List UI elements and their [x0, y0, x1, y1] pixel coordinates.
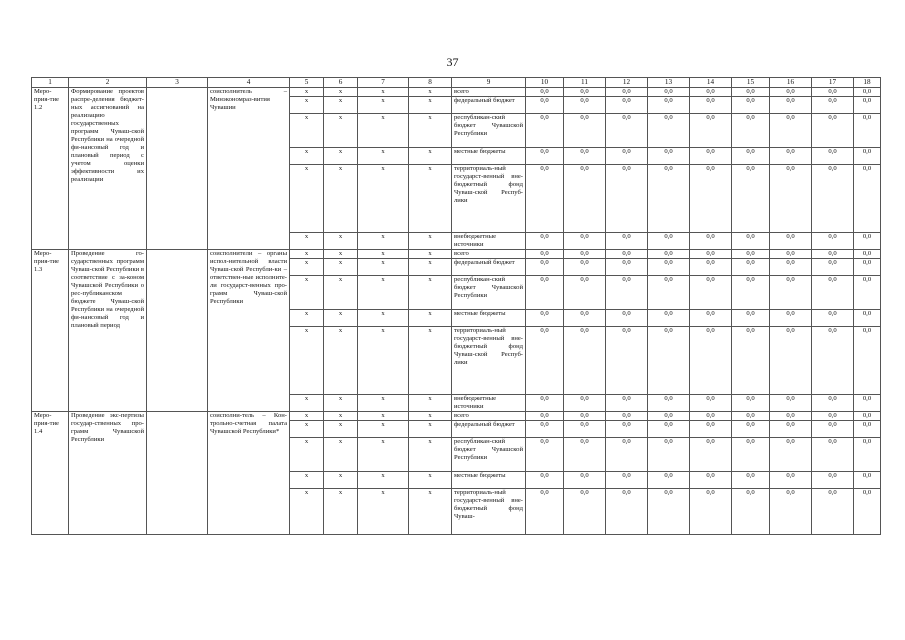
value-cell: 0,0 [854, 327, 881, 395]
header-cell: 11 [564, 78, 606, 88]
value-cell: 0,0 [812, 88, 854, 97]
value-cell: 0,0 [564, 489, 606, 535]
funding-source: федеральный бюджет [452, 259, 526, 276]
value-cell: 0,0 [606, 114, 648, 148]
value-cell: 0,0 [854, 250, 881, 259]
value-cell: 0,0 [770, 276, 812, 310]
value-cell: 0,0 [732, 327, 770, 395]
value-cell: 0,0 [770, 327, 812, 395]
x-mark: x [324, 412, 358, 421]
value-cell: 0,0 [606, 489, 648, 535]
value-cell: 0,0 [732, 438, 770, 472]
value-cell: 0,0 [690, 165, 732, 233]
header-cell: 17 [812, 78, 854, 88]
value-cell: 0,0 [690, 438, 732, 472]
x-mark: x [409, 438, 452, 472]
value-cell: 0,0 [770, 148, 812, 165]
value-cell: 0,0 [770, 165, 812, 233]
x-mark: x [324, 88, 358, 97]
x-mark: x [290, 276, 324, 310]
value-cell: 0,0 [770, 395, 812, 412]
value-cell: 0,0 [854, 88, 881, 97]
x-mark: x [324, 97, 358, 114]
value-cell: 0,0 [770, 421, 812, 438]
activity-name: Проведение го-сударственных программ Чуваш-ской Республики в соответствие с за-коном Чувашской Республики о рес-публиканском бюджете Чуваш-ской Республики на очередной фи-нансовый год и плановый период [69, 250, 147, 412]
value-cell: 0,0 [732, 472, 770, 489]
x-mark: x [324, 114, 358, 148]
value-cell: 0,0 [812, 489, 854, 535]
header-cell: 1 [32, 78, 69, 88]
value-cell: 0,0 [648, 327, 690, 395]
activity-name: Проведение экс-пертизы государ-ственных про-грамм Чувашской Республики [69, 412, 147, 535]
funding-source: территориаль-ный государст-венный вне-бюджетный фонд Чуваш-ской Респуб-лики [452, 327, 526, 395]
x-mark: x [358, 148, 409, 165]
x-mark: x [324, 165, 358, 233]
value-cell: 0,0 [690, 412, 732, 421]
value-cell: 0,0 [690, 327, 732, 395]
value-cell: 0,0 [564, 438, 606, 472]
x-mark: x [324, 438, 358, 472]
value-cell: 0,0 [526, 259, 564, 276]
value-cell: 0,0 [854, 233, 881, 250]
x-mark: x [409, 97, 452, 114]
x-mark: x [409, 148, 452, 165]
value-cell: 0,0 [854, 412, 881, 421]
value-cell: 0,0 [526, 88, 564, 97]
value-cell: 0,0 [732, 88, 770, 97]
activity-code: Меро-прия-тие 1.2 [32, 88, 69, 250]
x-mark: x [290, 472, 324, 489]
value-cell: 0,0 [690, 148, 732, 165]
activity-name: Формирование проектов распре-деления бюджет-ных ассигнований на реализацию государственных программ Чуваш-ской Республики на очередной фи-нансовый год и плановый период с учетом оценки эффективности их реализации [69, 88, 147, 250]
value-cell: 0,0 [812, 148, 854, 165]
header-cell: 3 [147, 78, 208, 88]
value-cell: 0,0 [564, 97, 606, 114]
x-mark: x [290, 412, 324, 421]
x-mark: x [409, 250, 452, 259]
value-cell: 0,0 [564, 327, 606, 395]
x-mark: x [358, 233, 409, 250]
activity-executor: соисполни-тель – Кон-трольно-счетная палата Чувашской Республики* [208, 412, 290, 535]
value-cell: 0,0 [606, 327, 648, 395]
funding-source: всего [452, 412, 526, 421]
value-cell: 0,0 [732, 97, 770, 114]
value-cell: 0,0 [770, 412, 812, 421]
x-mark: x [358, 97, 409, 114]
x-mark: x [324, 472, 358, 489]
value-cell: 0,0 [648, 438, 690, 472]
funding-source: территориаль-ный государст-венный вне-бюджетный фонд Чуваш-ской Респуб-лики [452, 165, 526, 233]
value-cell: 0,0 [690, 97, 732, 114]
x-mark: x [290, 395, 324, 412]
activity-code: Меро-прия-тие 1.4 [32, 412, 69, 535]
value-cell: 0,0 [648, 472, 690, 489]
x-mark: x [409, 276, 452, 310]
x-mark: x [409, 327, 452, 395]
x-mark: x [409, 114, 452, 148]
value-cell: 0,0 [770, 489, 812, 535]
value-cell: 0,0 [606, 412, 648, 421]
value-cell: 0,0 [526, 327, 564, 395]
x-mark: x [290, 148, 324, 165]
value-cell: 0,0 [854, 395, 881, 412]
value-cell: 0,0 [564, 259, 606, 276]
x-mark: x [358, 88, 409, 97]
value-cell: 0,0 [690, 88, 732, 97]
value-cell: 0,0 [648, 310, 690, 327]
x-mark: x [358, 327, 409, 395]
x-mark: x [324, 395, 358, 412]
value-cell: 0,0 [606, 310, 648, 327]
value-cell: 0,0 [854, 472, 881, 489]
value-cell: 0,0 [854, 421, 881, 438]
value-cell: 0,0 [526, 472, 564, 489]
page-number: 37 [446, 55, 459, 69]
funding-source: внебюджетные источники [452, 395, 526, 412]
value-cell: 0,0 [564, 472, 606, 489]
header-cell: 16 [770, 78, 812, 88]
funding-source: всего [452, 250, 526, 259]
value-cell: 0,0 [690, 250, 732, 259]
x-mark: x [290, 88, 324, 97]
value-cell: 0,0 [526, 421, 564, 438]
value-cell: 0,0 [564, 114, 606, 148]
x-mark: x [358, 395, 409, 412]
x-mark: x [324, 276, 358, 310]
value-cell: 0,0 [812, 327, 854, 395]
value-cell: 0,0 [564, 421, 606, 438]
value-cell: 0,0 [564, 310, 606, 327]
value-cell: 0,0 [812, 412, 854, 421]
activity-empty-cell [147, 412, 208, 535]
x-mark: x [409, 395, 452, 412]
value-cell: 0,0 [812, 438, 854, 472]
funding-source: территориаль-ный государст-венный вне-бюджетный фонд Чуваш- [452, 489, 526, 535]
value-cell: 0,0 [770, 250, 812, 259]
header-cell: 12 [606, 78, 648, 88]
x-mark: x [358, 250, 409, 259]
x-mark: x [290, 438, 324, 472]
x-mark: x [409, 412, 452, 421]
value-cell: 0,0 [606, 395, 648, 412]
value-cell: 0,0 [854, 489, 881, 535]
value-cell: 0,0 [526, 310, 564, 327]
value-cell: 0,0 [854, 310, 881, 327]
value-cell: 0,0 [770, 310, 812, 327]
x-mark: x [290, 327, 324, 395]
funding-source: федеральный бюджет [452, 97, 526, 114]
value-cell: 0,0 [854, 148, 881, 165]
funding-source: республикан-ский бюджет Чувашской Республики [452, 114, 526, 148]
value-cell: 0,0 [648, 421, 690, 438]
value-cell: 0,0 [732, 233, 770, 250]
x-mark: x [358, 489, 409, 535]
value-cell: 0,0 [606, 88, 648, 97]
value-cell: 0,0 [526, 489, 564, 535]
value-cell: 0,0 [812, 310, 854, 327]
value-cell: 0,0 [854, 438, 881, 472]
program-financing-table [31, 77, 881, 535]
funding-source: местные бюджеты [452, 310, 526, 327]
value-cell: 0,0 [812, 276, 854, 310]
value-cell: 0,0 [526, 148, 564, 165]
activity-executor: соисполнитель – Минэкономраз-вития Чувашии [208, 88, 290, 250]
x-mark: x [358, 276, 409, 310]
x-mark: x [290, 310, 324, 327]
value-cell: 0,0 [648, 97, 690, 114]
value-cell: 0,0 [770, 233, 812, 250]
x-mark: x [290, 114, 324, 148]
value-cell: 0,0 [564, 412, 606, 421]
value-cell: 0,0 [690, 472, 732, 489]
value-cell: 0,0 [854, 97, 881, 114]
value-cell: 0,0 [648, 276, 690, 310]
value-cell: 0,0 [526, 165, 564, 233]
x-mark: x [290, 421, 324, 438]
header-cell: 4 [208, 78, 290, 88]
value-cell: 0,0 [606, 421, 648, 438]
header-cell: 7 [358, 78, 409, 88]
activity-empty-cell [147, 88, 208, 250]
value-cell: 0,0 [732, 276, 770, 310]
header-cell: 13 [648, 78, 690, 88]
funding-source: местные бюджеты [452, 148, 526, 165]
value-cell: 0,0 [606, 250, 648, 259]
value-cell: 0,0 [690, 421, 732, 438]
funding-source: местные бюджеты [452, 472, 526, 489]
value-cell: 0,0 [690, 276, 732, 310]
value-cell: 0,0 [606, 472, 648, 489]
header-cell: 10 [526, 78, 564, 88]
value-cell: 0,0 [526, 276, 564, 310]
value-cell: 0,0 [854, 259, 881, 276]
value-cell: 0,0 [732, 114, 770, 148]
value-cell: 0,0 [648, 489, 690, 535]
table-row [32, 88, 881, 97]
value-cell: 0,0 [732, 259, 770, 276]
funding-source: внебюджетные источники [452, 233, 526, 250]
value-cell: 0,0 [812, 250, 854, 259]
x-mark: x [409, 259, 452, 276]
x-mark: x [324, 421, 358, 438]
x-mark: x [290, 165, 324, 233]
value-cell: 0,0 [526, 395, 564, 412]
value-cell: 0,0 [812, 165, 854, 233]
activity-empty-cell [147, 250, 208, 412]
header-cell: 14 [690, 78, 732, 88]
value-cell: 0,0 [812, 472, 854, 489]
funding-source: республикан-ский бюджет Чувашской Республики [452, 438, 526, 472]
value-cell: 0,0 [690, 310, 732, 327]
x-mark: x [324, 489, 358, 535]
activity-executor: соисполнители – органы испол-нительной власти Чуваш-ской Республи-ки – ответствен-ные исполните-ли государст-венных про-грамм Чуваш-ской Республики [208, 250, 290, 412]
value-cell: 0,0 [526, 412, 564, 421]
x-mark: x [290, 97, 324, 114]
value-cell: 0,0 [854, 165, 881, 233]
x-mark: x [358, 310, 409, 327]
value-cell: 0,0 [854, 276, 881, 310]
header-cell: 18 [854, 78, 881, 88]
funding-source: федеральный бюджет [452, 421, 526, 438]
value-cell: 0,0 [770, 88, 812, 97]
x-mark: x [324, 310, 358, 327]
x-mark: x [358, 421, 409, 438]
x-mark: x [290, 489, 324, 535]
value-cell: 0,0 [564, 148, 606, 165]
value-cell: 0,0 [526, 250, 564, 259]
value-cell: 0,0 [606, 438, 648, 472]
header-cell: 2 [69, 78, 147, 88]
header-cell: 15 [732, 78, 770, 88]
header-cell: 5 [290, 78, 324, 88]
x-mark: x [358, 114, 409, 148]
x-mark: x [358, 412, 409, 421]
value-cell: 0,0 [770, 259, 812, 276]
table-row [32, 412, 881, 421]
value-cell: 0,0 [564, 250, 606, 259]
value-cell: 0,0 [648, 114, 690, 148]
value-cell: 0,0 [690, 489, 732, 535]
value-cell: 0,0 [770, 472, 812, 489]
value-cell: 0,0 [526, 438, 564, 472]
activity-code: Меро-прия-тие 1.3 [32, 250, 69, 412]
value-cell: 0,0 [690, 395, 732, 412]
value-cell: 0,0 [812, 395, 854, 412]
value-cell: 0,0 [606, 97, 648, 114]
value-cell: 0,0 [812, 97, 854, 114]
x-mark: x [290, 233, 324, 250]
x-mark: x [324, 233, 358, 250]
x-mark: x [409, 310, 452, 327]
value-cell: 0,0 [812, 233, 854, 250]
value-cell: 0,0 [732, 412, 770, 421]
x-mark: x [409, 472, 452, 489]
value-cell: 0,0 [606, 148, 648, 165]
value-cell: 0,0 [606, 276, 648, 310]
value-cell: 0,0 [648, 148, 690, 165]
header-cell: 6 [324, 78, 358, 88]
x-mark: x [324, 327, 358, 395]
header-cell: 8 [409, 78, 452, 88]
value-cell: 0,0 [690, 114, 732, 148]
value-cell: 0,0 [648, 233, 690, 250]
value-cell: 0,0 [648, 259, 690, 276]
value-cell: 0,0 [526, 233, 564, 250]
value-cell: 0,0 [770, 114, 812, 148]
value-cell: 0,0 [732, 421, 770, 438]
x-mark: x [324, 148, 358, 165]
value-cell: 0,0 [690, 259, 732, 276]
value-cell: 0,0 [526, 97, 564, 114]
table-row [32, 250, 881, 259]
x-mark: x [324, 250, 358, 259]
value-cell: 0,0 [770, 97, 812, 114]
value-cell: 0,0 [564, 233, 606, 250]
value-cell: 0,0 [732, 395, 770, 412]
header-cell: 9 [452, 78, 526, 88]
x-mark: x [409, 421, 452, 438]
value-cell: 0,0 [564, 88, 606, 97]
x-mark: x [409, 165, 452, 233]
x-mark: x [358, 438, 409, 472]
value-cell: 0,0 [690, 233, 732, 250]
x-mark: x [358, 259, 409, 276]
value-cell: 0,0 [732, 489, 770, 535]
value-cell: 0,0 [812, 259, 854, 276]
value-cell: 0,0 [648, 88, 690, 97]
value-cell: 0,0 [564, 165, 606, 233]
x-mark: x [358, 472, 409, 489]
x-mark: x [324, 259, 358, 276]
value-cell: 0,0 [732, 148, 770, 165]
x-mark: x [290, 250, 324, 259]
value-cell: 0,0 [606, 165, 648, 233]
value-cell: 0,0 [526, 114, 564, 148]
value-cell: 0,0 [854, 114, 881, 148]
x-mark: x [358, 165, 409, 233]
value-cell: 0,0 [770, 438, 812, 472]
funding-source: всего [452, 88, 526, 97]
value-cell: 0,0 [648, 395, 690, 412]
value-cell: 0,0 [606, 233, 648, 250]
value-cell: 0,0 [648, 165, 690, 233]
value-cell: 0,0 [812, 421, 854, 438]
x-mark: x [409, 88, 452, 97]
value-cell: 0,0 [606, 259, 648, 276]
x-mark: x [290, 259, 324, 276]
value-cell: 0,0 [732, 250, 770, 259]
value-cell: 0,0 [564, 276, 606, 310]
funding-source: республикан-ский бюджет Чувашской Республики [452, 276, 526, 310]
column-number-row [32, 78, 881, 88]
value-cell: 0,0 [732, 165, 770, 233]
value-cell: 0,0 [564, 395, 606, 412]
value-cell: 0,0 [648, 250, 690, 259]
value-cell: 0,0 [648, 412, 690, 421]
value-cell: 0,0 [732, 310, 770, 327]
x-mark: x [409, 233, 452, 250]
x-mark: x [409, 489, 452, 535]
value-cell: 0,0 [812, 114, 854, 148]
